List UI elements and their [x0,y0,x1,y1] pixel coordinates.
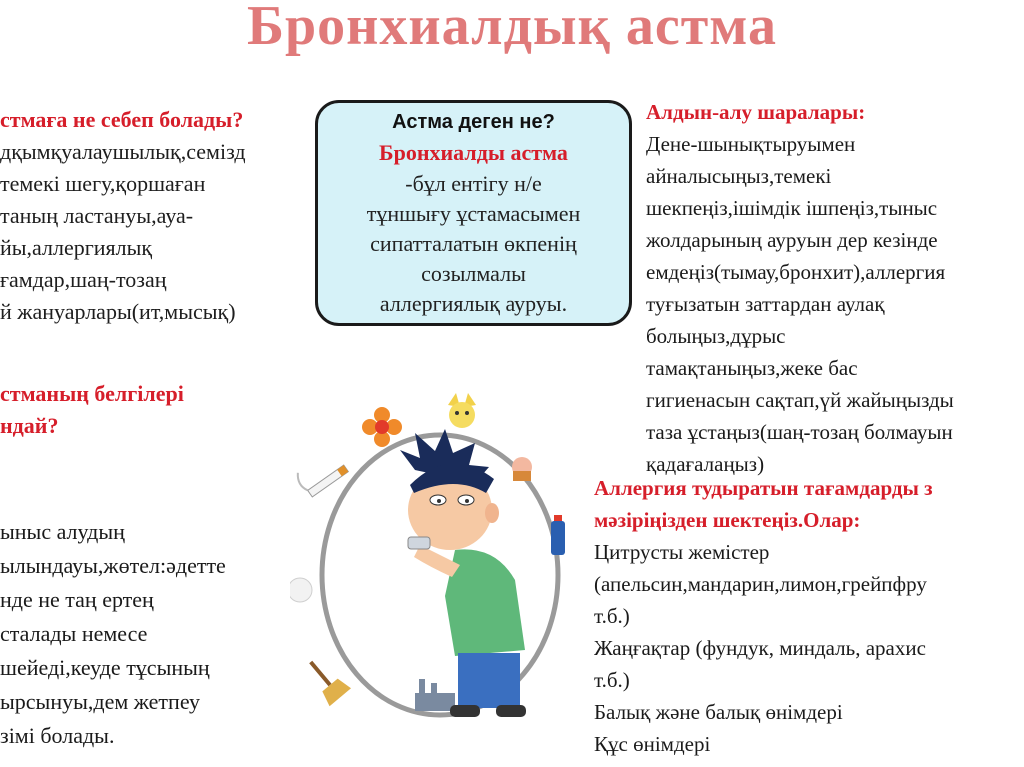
definition-line: тұншығу ұстамасымен [366,201,581,226]
factory-icon [415,679,455,711]
broom-icon [300,653,351,706]
symptoms-line: сталады немесе [0,621,148,646]
allergens-line: (апельсин,мандарин,лимон,грейпфру [594,572,927,596]
prevention-line: болыңыз,дұрыс [646,324,786,348]
symptoms-line: ыныс алудың [0,519,125,544]
definition-line: сипатталатын өкпенің [370,231,577,256]
definition-line: аллергиялық ауруы. [379,291,568,316]
boy-icon [400,429,526,717]
asthma-illustration [290,385,600,735]
allergens-line: Балық және балық өнімдері [594,700,843,724]
allergens-line: Жаңғақтар (фундук, миндаль, арахис [594,636,926,660]
inhaler-icon [408,537,430,549]
definition-line: -бұл ентігу н/е [405,171,542,196]
definition-box [315,100,632,326]
symptoms-body [0,515,226,753]
allergens-line: Цитрусты жемістер [594,540,770,564]
cigarette-icon [294,449,348,499]
allergens-line: т.б.) [594,668,630,692]
prevention-line: таза ұстаңыз(шаң-тозаң болмауын [646,420,953,444]
prevention-line: жолдарының ауруын дер кезінде [646,228,938,252]
prevention-heading: Алдын-алу шаралары: [646,100,866,124]
prevention-line: Дене-шынықтыруымен [646,132,856,156]
symptoms-line: шейеді,кеуде тұсының [0,655,210,680]
causes-line: таның ластануы,ауа- [0,203,194,228]
prevention-line: емдеңіз(тымау,бронхит),аллергия [646,260,946,284]
allergens-section [594,472,933,760]
definition-question: Астма деген не? [392,111,555,133]
spray-can-icon [551,515,565,555]
causes-line: ғамдар,шаң-тозаң [0,267,167,292]
causes-line: темекі шегу,қоршаған [0,171,206,196]
causes-line: й жануарлары(ит,мысық) [0,299,236,324]
causes-line: йы,аллергиялық [0,235,153,260]
causes-section [0,104,246,328]
slide-title: Бронхиалдық астма [246,0,778,57]
causes-line: дқымқуалаушылық,семізд [0,139,246,164]
prevention-line: тамақтаныңыз,жеке бас [646,356,858,380]
prevention-line: туғызатын заттардан аулақ [646,292,885,316]
prevention-section [646,96,954,480]
symptoms-heading-line: стманың белгілері [0,381,184,406]
definition-term: Бронхиалды астма [379,140,568,165]
symptoms-line: зімі болады. [0,723,115,748]
symptoms-line: нде не таң ертең [0,587,154,612]
cat-icon [448,393,476,428]
symptoms-line: ылындауы,жөтел:әдетте [0,553,226,578]
allergens-line: т.б.) [594,604,630,628]
cupcake-icon [512,457,532,481]
prevention-line: шекпеңіз,ішімдік ішпеңіз,тыныс [646,196,938,220]
symptoms-line: ырсынуы,дем жетпеу [0,689,201,714]
allergens-heading-line: мәзіріңізден шектеңіз.Олар: [594,508,861,532]
symptoms-heading [0,378,184,442]
prevention-line: қадағалаңыз) [646,452,765,476]
dandelion-icon [290,578,312,602]
allergens-line: Құс өнімдері [594,732,711,756]
prevention-line: айналысыңыз,темекі [646,164,832,188]
definition-line: созылмалы [421,261,526,286]
allergens-heading-line: Аллергия тудыратын тағамдарды з [594,476,933,500]
symptoms-heading-line: ндай? [0,413,59,438]
prevention-line: гигиенасын сақтап,үй жайыңызды [646,388,954,412]
flower-icon [362,407,402,447]
causes-heading: стмаға не себеп болады? [0,107,244,132]
